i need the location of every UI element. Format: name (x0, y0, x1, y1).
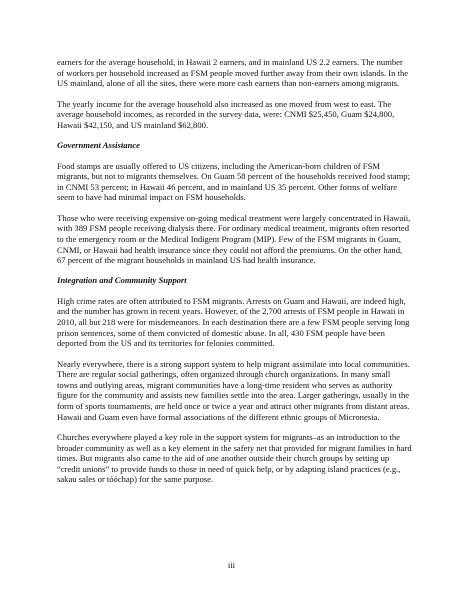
paragraph-support-system: Nearly everywhere, there is a strong support system to help migrant assimilate into local communities. There are regular social gatherings, often organized through church organizations. In many small towns and outlying areas, migrant communities have a long-time resident who serves as authority figure for the community and assists new families settle into the area. Larger gatherings, usually in the form of sports tournaments, are held once or twice a year and attract other migrants from distant areas. Hawaii and Guam even have formal associations of the different ethnic groups of Micronesia. (57, 358, 410, 422)
paragraph-churches: Churches everywhere played a key role in the support system for migrants–as an introduction to the broader community as well as a key element in the safety net that provided for migrant families in hard times. But migrants also came to the aid of one another outside their church groups by setting up “credit unions” to provide funds to those in need of quick help, or by adapting island practices (e.g., sakau sales or tóóchap) for the same purpose. (57, 432, 412, 485)
heading-government-assistance: Government Assistance (57, 140, 140, 151)
paragraph-food-stamps: Food stamps are usually offered to US citizens, including the American-born children of FSM migrants, but not to migrants themselves. On Guam 58 percent of the households received food stamp; in CNMI 53 percent; in Hawaii 46 percent, and in mainland US 35 percent. Other forms of welfare seem to have had minimal impact on FSM households. (57, 160, 410, 203)
paragraph-household-earners: earners for the average household, in Hawaii 2 earners, and in mainland US 2.2 earners. The number of workers per household increased as FSM people moved further away from their own islands. In the US mainland, alone of all the sites, there were more cash earners than non-earners among migrants. (57, 57, 409, 89)
heading-integration-community-support: Integration and Community Support (57, 275, 187, 286)
paragraph-crime-rates: High crime rates are often attributed to FSM migrants. Arrests on Guam and Hawaii, are indeed high, and the number has grown in recent years. However, of the 2,700 arrests of FSM people in Hawaii in 2010, all but 218 were for misdemeanors. In each destination there are a few FSM people serving long prison sentences, some of them convicted of domestic abuse. In all, 430 FSM people have been deported from the US and its territories for felonies committed. (57, 295, 410, 349)
page-number: iii (227, 560, 236, 570)
document-body (57, 57, 412, 495)
paragraph-medical-treatment: Those who were receiving expensive on-going medical treatment were largely concentrated in Hawaii, with 389 FSM people receiving dialysis there. For ordinary medical treatment, migrants often resorted to the emergency room or the Medical Indigent Program (MIP). Few of the FSM migrants in Guam, CNMI, or Hawaii had health insurance since they could not afford the premiums. On the other hand, 67 percent of the migrant households in mainland US had health insurance. (57, 212, 411, 266)
paragraph-household-income: The yearly income for the average household also increased as one moved from west to east. The average household incomes, as recorded in the survey data, were: CNMI $25,450, Guam $24,800, Hawaii $42,150, and US mainland $62,800. (57, 98, 395, 130)
